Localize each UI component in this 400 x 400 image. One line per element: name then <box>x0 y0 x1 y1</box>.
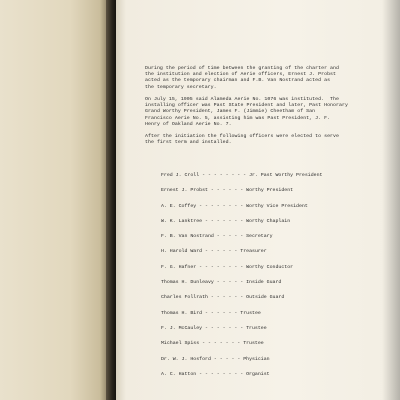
officer-title: Secretary <box>246 234 273 240</box>
dot-leader: - - - - - <box>213 356 241 362</box>
dot-leader: - - - - - - - <box>202 341 241 347</box>
dot-leader: - - - - - <box>216 234 244 240</box>
officer-title: Organist <box>246 371 270 377</box>
officers-list <box>161 173 361 387</box>
body-text <box>145 66 381 153</box>
officer-row <box>161 311 361 326</box>
book-gutter <box>106 0 116 400</box>
dot-leader: - - - - - - <box>205 249 238 255</box>
officer-name: A. E. Coffey <box>161 203 197 209</box>
officer-row <box>161 372 361 387</box>
officer-name: W. K. Lanktree <box>161 218 203 224</box>
officer-title: Inside Guard <box>246 280 282 286</box>
officer-name: Charles Follrath <box>161 295 208 301</box>
officer-row <box>161 341 361 356</box>
officer-title: Worthy President <box>246 188 294 194</box>
dot-leader: - - - - - - <box>205 310 238 316</box>
dot-leader: - - - - - - - - <box>202 173 247 178</box>
officer-name: F. G. Hafner <box>161 264 197 270</box>
officer-row <box>161 280 361 295</box>
dot-leader: - - - - - - - - <box>199 264 244 270</box>
officer-name: Thomas H. Bird <box>161 310 203 316</box>
officer-title: Outside Guard <box>246 295 285 301</box>
officer-title: Treasurer <box>240 249 267 255</box>
right-page <box>116 0 400 400</box>
officer-title: Trustee <box>243 341 264 347</box>
officer-title: Physician <box>243 356 270 362</box>
officer-name: H. Harold Ward <box>161 249 203 255</box>
officer-row <box>161 234 361 249</box>
officer-row <box>161 295 361 310</box>
officer-name: F. B. Van Nostrand <box>161 234 214 240</box>
officer-name: Ernest J. Probst <box>161 188 208 194</box>
officer-name: F. J. McCauley <box>161 325 203 331</box>
dot-leader: - - - - - - - - <box>199 203 244 209</box>
dot-leader: - - - - - - - <box>205 218 244 224</box>
officer-name: A. C. Hatton <box>161 371 197 377</box>
dot-leader: - - - - - - <box>210 188 244 194</box>
officer-title: Worthy Chaplain <box>246 218 291 224</box>
officer-row <box>161 326 361 341</box>
officer-row <box>161 249 361 264</box>
dot-leader: - - - - - - - - <box>199 371 244 377</box>
officer-name: Dr. W. J. Hosford <box>161 356 211 362</box>
dot-leader: - - - - - <box>216 280 244 286</box>
officer-row <box>161 204 361 219</box>
officer-row <box>161 219 361 234</box>
officer-name: Thomas H. Dunleavy <box>161 280 214 286</box>
officer-row <box>161 188 361 203</box>
officer-name: Michael Spiss <box>161 341 200 347</box>
paragraph-instituted: On July 15, 1905 said Alameda Aerie No. 1076 was instituted. The installing officer was Past State President and later, Past Honorary Grand Worthy President, James F. (Jimmie) Cheetham of San Francisco Aerie No. 5, assisting him was Past President, J. F. Henry of Oakland Aerie No. 7. <box>145 97 348 127</box>
officer-row <box>161 173 361 188</box>
page-shadow <box>382 0 400 400</box>
dot-leader: - - - - - - <box>210 295 244 301</box>
officer-name: Fred J. Croll <box>161 173 200 178</box>
officer-title: Trustee <box>246 325 267 331</box>
officer-title: Trustee <box>240 310 261 316</box>
officer-title: Worthy Vice President <box>246 203 308 209</box>
paragraph-charter: During the period of time between the granting of the charter and the institution and election of Aerie officers, Ernest J. Probst acted as the temporary chairman and F.B. Van Nostrand acted as the temporary secretary. <box>145 66 340 90</box>
officer-row <box>161 265 361 280</box>
paragraph-election: After the initiation the following officers were elected to serve the first term and installed. <box>145 134 340 146</box>
officer-title: Jr. Past Worthy President <box>249 173 323 178</box>
officer-title: Worthy Conductor <box>246 264 294 270</box>
officer-row <box>161 357 361 372</box>
left-page <box>0 0 108 400</box>
dot-leader: - - - - - - - <box>205 325 244 331</box>
